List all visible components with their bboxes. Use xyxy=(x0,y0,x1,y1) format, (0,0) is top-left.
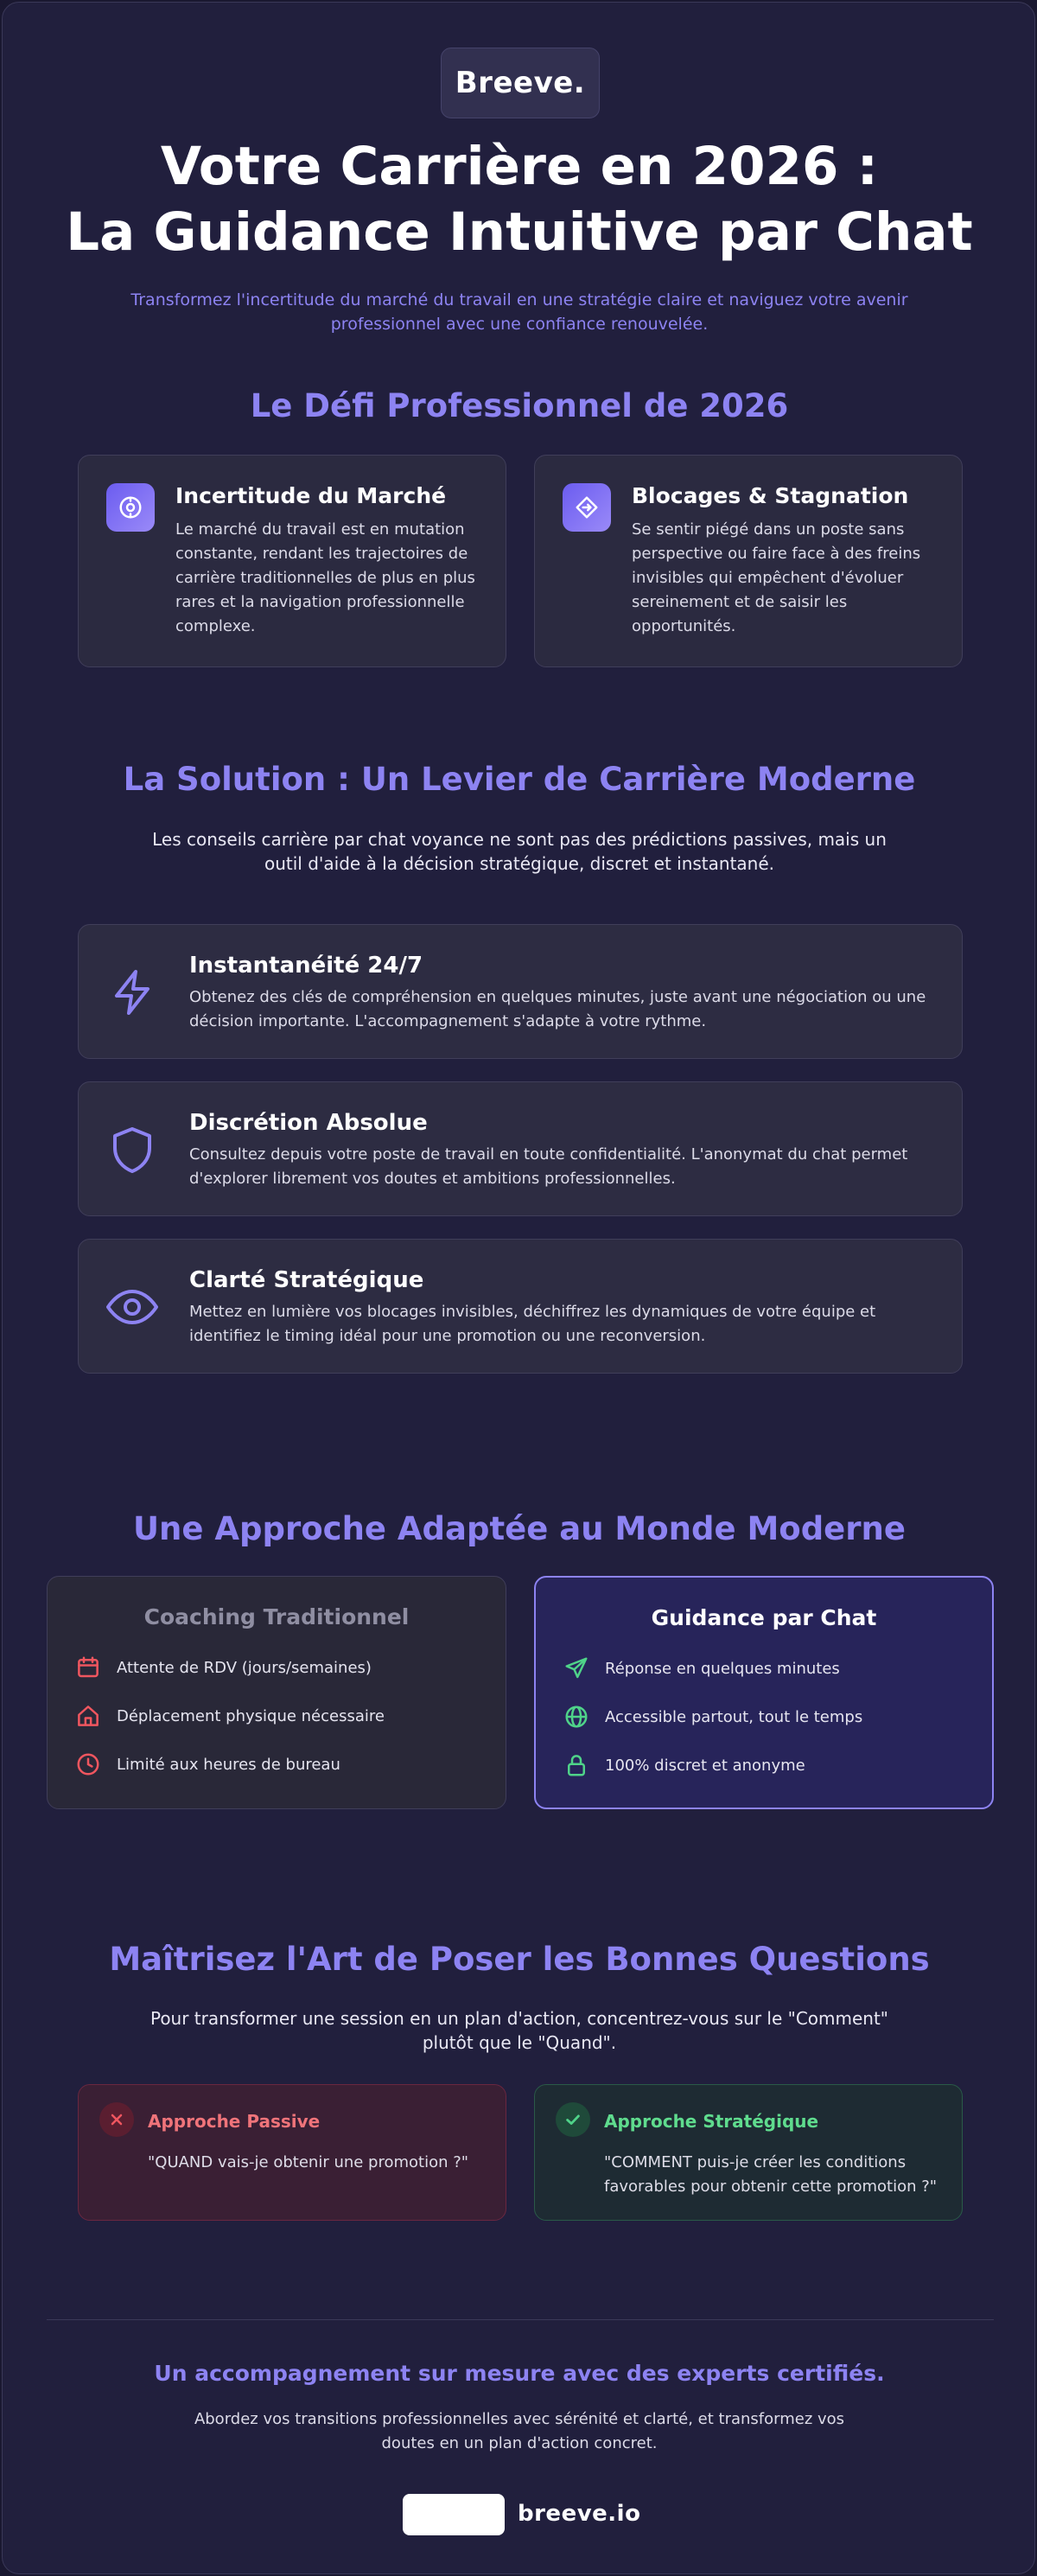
feature-title: Clarté Stratégique xyxy=(189,1267,424,1293)
traditional-item xyxy=(75,1653,372,1682)
footer-cta-button[interactable] xyxy=(403,2494,505,2535)
compass-icon xyxy=(106,483,155,532)
diamond-sign-icon xyxy=(563,483,611,532)
home-icon xyxy=(75,1703,101,1729)
feature-title: Discrétion Absolue xyxy=(189,1110,428,1136)
challenge-card-title: Incertitude du Marché xyxy=(175,483,447,508)
footer-title: Un accompagnement sur mesure avec des experts certifiés. xyxy=(154,2361,885,2386)
brand-logo[interactable]: Breeve. xyxy=(441,48,600,118)
passive-approach-text: "QUAND vais-je obtenir une promotion ?" xyxy=(148,2153,469,2171)
eye-icon xyxy=(105,1279,160,1335)
challenge-section-title: Le Défi Professionnel de 2026 xyxy=(250,387,789,424)
shield-icon xyxy=(105,1122,160,1177)
lock-icon xyxy=(563,1752,589,1778)
passive-approach-title: Approche Passive xyxy=(148,2111,321,2132)
footer-text: Abordez vos transitions professionnelles avec sérénité et clarté, et transformez vos doutes en un plan d'action concret. xyxy=(194,2410,845,2452)
questions-section-title: Maîtrisez l'Art de Poser les Bonnes Questions xyxy=(109,1941,930,1978)
chat-item xyxy=(563,1750,805,1780)
feature-card-instant xyxy=(78,924,963,1059)
chat-guidance-title: Guidance par Chat xyxy=(651,1605,877,1630)
landing-page xyxy=(2,2,1035,2574)
questions-lead: Pour transformer une session en un plan d'action, concentrez-vous sur le "Comment" plutôt que le "Quand". xyxy=(150,2008,889,2053)
feature-text: Consultez depuis votre poste de travail en toute confidentialité. L'anonymat du chat permet d'explorer librement vos doutes et ambitions professionnelles. xyxy=(189,1145,908,1188)
hero-title-line-2: La Guidance Intuitive par Chat xyxy=(66,201,973,263)
check-icon xyxy=(556,2102,590,2137)
globe-icon xyxy=(563,1704,589,1730)
chat-item-label: Réponse en quelques minutes xyxy=(605,1659,840,1678)
solution-section-title: La Solution : Un Levier de Carrière Moderne xyxy=(123,761,916,798)
feature-title: Instantanéité 24/7 xyxy=(189,953,423,979)
challenge-card-title: Blocages & Stagnation xyxy=(632,483,909,508)
approach-section-title: Une Approche Adaptée au Monde Moderne xyxy=(133,1510,906,1547)
feature-card-discretion xyxy=(78,1081,963,1216)
feature-text: Obtenez des clés de compréhension en quelques minutes, juste avant une négociation ou une décision importante. L'accompagnement s'adapte à votre rythme. xyxy=(189,988,926,1030)
feature-text: Mettez en lumière vos blocages invisibles, déchiffrez les dynamiques de votre équipe et identifiez le timing idéal pour une promotion ou une reconversion. xyxy=(189,1303,876,1345)
hero-title xyxy=(3,134,1035,265)
traditional-item-label: Limité aux heures de bureau xyxy=(117,1755,340,1774)
strategic-approach-card xyxy=(534,2084,963,2221)
chat-guidance-card xyxy=(534,1576,994,1809)
hero-title-line-1: Votre Carrière en 2026 : xyxy=(160,136,879,197)
challenge-card-text: Se sentir piégé dans un poste sans perspective ou faire face à des freins invisibles qui empêchent d'évoluer sereinement et de saisir les opportunités. xyxy=(632,520,921,635)
footer-brand-link[interactable]: breeve.io xyxy=(518,2501,641,2527)
traditional-item xyxy=(75,1701,385,1731)
chat-item-label: Accessible partout, tout le temps xyxy=(605,1707,863,1726)
challenge-card-market xyxy=(78,455,506,667)
feature-card-clarity xyxy=(78,1239,963,1374)
lightning-icon xyxy=(105,965,160,1020)
strategic-approach-text: "COMMENT puis-je créer les conditions favorables pour obtenir cette promotion ?" xyxy=(604,2153,938,2196)
chat-item-label: 100% discret et anonyme xyxy=(605,1756,805,1775)
strategic-approach-title: Approche Stratégique xyxy=(604,2111,819,2132)
solution-lead: Les conseils carrière par chat voyance ne sont pas des prédictions passives, mais un outil d'aide à la décision stratégique, discret et instantané. xyxy=(152,829,887,874)
calendar-icon xyxy=(75,1655,101,1680)
footer-divider xyxy=(47,2319,994,2320)
traditional-coaching-card xyxy=(47,1576,506,1809)
hero-subtitle: Transformez l'incertitude du marché du travail en une stratégie claire et naviguez votre avenir professionnel avec une confiance renouvelée. xyxy=(130,290,908,334)
traditional-item-label: Attente de RDV (jours/semaines) xyxy=(117,1658,372,1677)
clock-icon xyxy=(75,1751,101,1777)
chat-item xyxy=(563,1654,840,1683)
traditional-item-label: Déplacement physique nécessaire xyxy=(117,1706,385,1725)
send-icon xyxy=(563,1655,589,1681)
challenge-card-text: Le marché du travail est en mutation constante, rendant les trajectoires de carrière traditionnelles de plus en plus rares et la navigation professionnelle complexe. xyxy=(175,520,475,635)
traditional-item xyxy=(75,1750,340,1779)
challenge-card-blockage xyxy=(534,455,963,667)
chat-item xyxy=(563,1702,862,1731)
passive-approach-card xyxy=(78,2084,506,2221)
traditional-coaching-title: Coaching Traditionnel xyxy=(143,1604,410,1629)
close-icon xyxy=(99,2102,134,2137)
